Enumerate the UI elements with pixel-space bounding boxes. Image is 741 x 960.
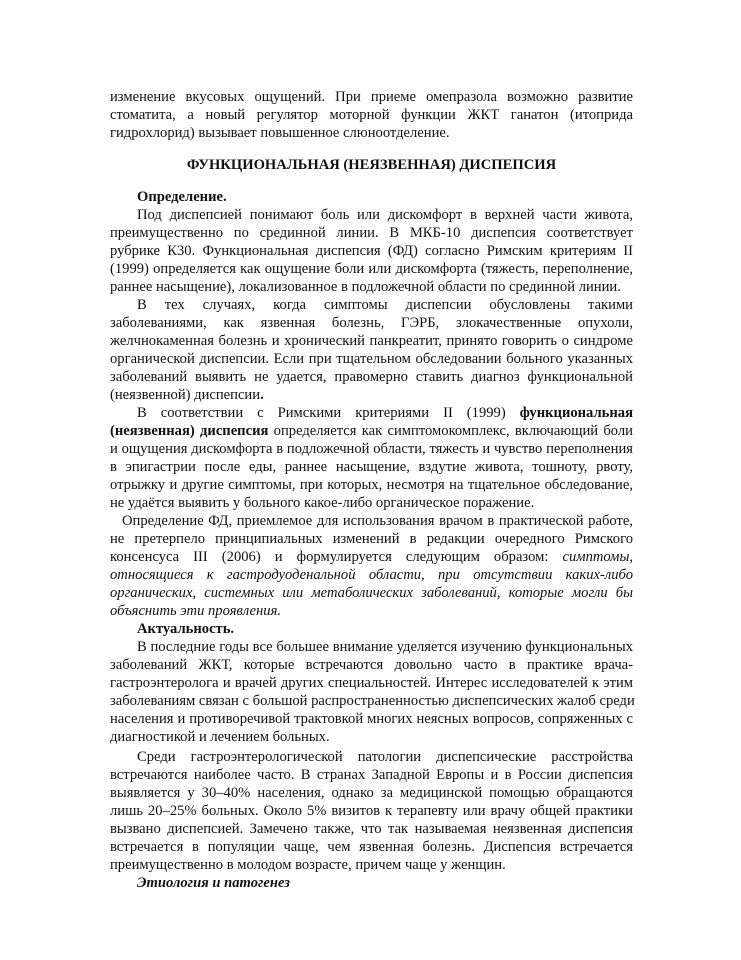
text-line: заболеваниям связан с большой распространенностью диспепсических жалоб среди <box>110 693 635 709</box>
text-line: желчнокаменная болезнь и хронический панкреатит, принято говорить о синдроме <box>110 333 633 349</box>
text-line: в эпигастрии после еды, раннее насыщение, вздутие живота, тошноту, рвоту, <box>110 459 633 475</box>
text-line: лишь 20–25% больных. Около 5% визитов к терапевту или врачу общей практики <box>110 803 633 819</box>
text-line: преимущественно по срединной линии. В МКБ-10 диспепсия соответствует <box>110 225 633 241</box>
text-line: и ощущения дискомфорта в подложечной области, тяжесть и чувство переполнения <box>110 441 633 457</box>
text-line: отрыжку и другие симптомы, при которых, несмотря на тщательное обследование, <box>110 477 633 493</box>
etiology-heading: Этиология и патогенез <box>137 875 290 891</box>
text-line: не претерпело принципиальных изменений в редакции очередного Римского <box>110 531 633 547</box>
text-line: стоматита, а новый регулятор моторной функции ЖКТ ганатон (итоприда <box>110 107 633 123</box>
text-line: органической диспепсии. Если при тщательном обследовании больного указанных <box>110 351 633 367</box>
text-line: изменение вкусовых ощущений. При приеме омепразола возможно развитие <box>110 89 633 105</box>
text-line: диагностикой и лечением больных. <box>110 729 330 745</box>
text-line: В последние годы все большее внимание уделяется изучению функциональных <box>137 639 633 655</box>
bold-term: (неязвенная) диспепсия <box>110 423 269 439</box>
text-line: раннее насыщение), локализованное в подложечной области по срединной линии. <box>110 279 621 295</box>
text-line: встречается в популяции чаще, чем язвенная болезнь. Диспепсия встречается <box>110 839 633 855</box>
text-line: населения и противоречивой трактовкой многих неясных вопросов, сопряженных с <box>110 711 633 727</box>
text-line: объяснить эти проявления. <box>110 603 281 619</box>
text-line <box>110 548 633 566</box>
text-line: Среди гастроэнтерологической патологии диспепсические расстройства <box>137 749 633 765</box>
text-line: В тех случаях, когда симптомы диспепсии обусловлены такими <box>137 297 633 313</box>
text-line: вызвано диспепсией. Замечено также, что так называемая неязвенная диспепсия <box>110 821 633 837</box>
bold-period: . <box>260 387 264 403</box>
relevance-heading: Актуальность. <box>137 621 235 637</box>
text-span: определяется как симптомокомплекс, включающий боли <box>268 423 633 439</box>
text-line: органических, системных или метаболических заболеваний, которые могли бы <box>110 585 633 601</box>
text-line: гастроэнтеролога и врачей других специальностей. Интерес исследователей к этим <box>110 675 633 691</box>
text-line: не удаётся выявить у больного какое-либо органическое поражение. <box>110 495 535 511</box>
definition-heading: Определение. <box>137 189 227 205</box>
text-line: относящиеся к гастродуоденальной области, при отсутствии каких-либо <box>110 567 633 583</box>
text-line <box>137 404 633 422</box>
text-line <box>110 386 633 404</box>
text-span: (неязвенной) диспепсии <box>110 387 261 403</box>
bold-term: функциональная <box>519 405 633 421</box>
text-line: преимущественно в молодом возрасте, причем чаще у женщин. <box>110 857 506 873</box>
text-line: Определение ФД, приемлемое для использования врачом в практической работе, <box>122 513 633 529</box>
text-span: консенсуса III (2006) и формулируется следующим образом: <box>110 549 563 565</box>
text-line: Под диспепсией понимают боль или дискомфорт в верхней части живота, <box>137 207 633 223</box>
text-line: (1999) определяется как ощущение боли или дискомфорта (тяжесть, переполнение, <box>110 261 633 277</box>
text-line: заболеваний ЖКТ, которые встречаются довольно часто в практике врача- <box>110 657 633 673</box>
text-line: гидрохлорид) вызывает повышенное слюноотделение. <box>110 125 450 141</box>
text-line <box>110 422 633 440</box>
section-title: ФУНКЦИОНАЛЬНАЯ (НЕЯЗВЕННАЯ) ДИСПЕПСИЯ <box>186 157 557 173</box>
text-line: заболеваний выявить не удается, правомерно ставить диагноз функциональной <box>110 369 633 385</box>
text-line: заболеваниями, как язвенная болезнь, ГЭРБ, злокачественные опухоли, <box>110 315 633 331</box>
text-line: встречаются наиболее часто. В странах Западной Европы и в России диспепсия <box>110 767 633 783</box>
text-line: выявляется у 30–40% населения, однако за медицинской помощью обращаются <box>110 785 633 801</box>
text-line: рубрике К30. Функциональная диспепсия (ФД) согласно Римским критериям II <box>110 243 633 259</box>
italic-span: симптомы, <box>562 549 633 565</box>
text-span: В соответствии с Римскими критериями II (1999) <box>137 405 520 421</box>
